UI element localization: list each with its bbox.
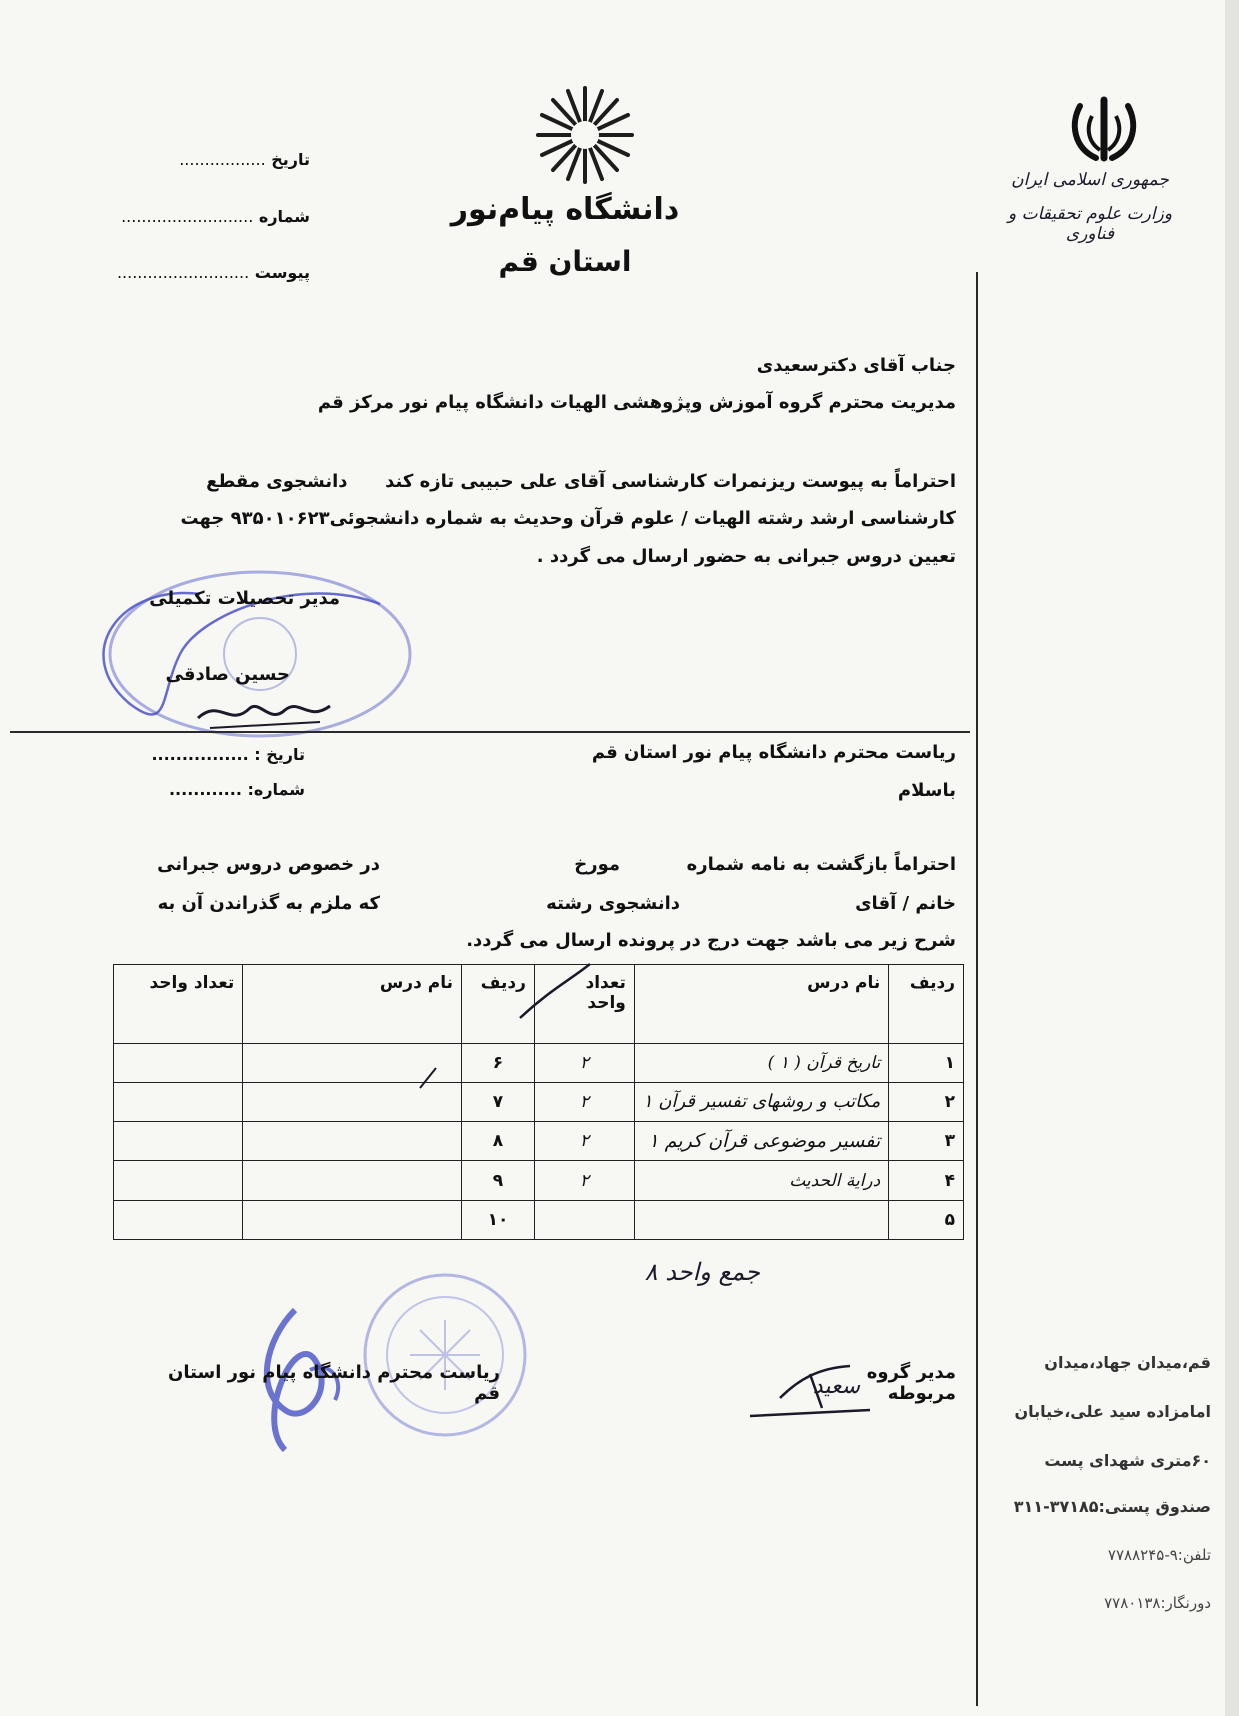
reply-number-field — [130, 780, 305, 799]
total-units-note: جمع واحد ۸ — [644, 1258, 760, 1286]
letter-body-line1: احتراماً به پیوست ریزنمرات کارشناسی آقای علی حبیبی تازه کند دانشجوی مقطع — [206, 471, 956, 492]
address-line2: امامزاده سید علی،خیابان — [1014, 1402, 1211, 1421]
reply-addressee: ریاست محترم دانشگاه پیام نور استان قم — [591, 742, 956, 763]
reply-number-dots: ............ — [168, 780, 242, 799]
reply-line2-b: دانشجوی رشته — [546, 893, 680, 914]
row-index: ۴ — [889, 1161, 964, 1200]
course-units-2 — [114, 1122, 243, 1161]
postal-box: صندوق پستی:۳۷۱۸۵-۳۱۱ — [1013, 1497, 1211, 1516]
row-index: ۵ — [889, 1200, 964, 1239]
col-header-course-name: نام درس — [634, 965, 888, 1044]
reply-date-label: تاریخ : — [254, 745, 305, 764]
group-head-signature: سعید — [812, 1374, 860, 1399]
row-index-2: ۶ — [461, 1043, 534, 1082]
signer-name: حسین صادقی — [165, 664, 290, 685]
province-name: استان قم — [498, 245, 632, 278]
col-header-row-index-2: ردیف — [461, 965, 534, 1044]
course-units-2 — [114, 1043, 243, 1082]
section-separator — [10, 731, 970, 733]
course-units: ۲ — [534, 1043, 634, 1082]
course-name: مکاتب و روشهای تفسیر قرآن ۱ — [634, 1082, 888, 1121]
course-name-2 — [243, 1161, 462, 1200]
attachment-label: پیوست — [254, 263, 310, 282]
handwritten-strokes — [400, 960, 600, 1100]
table-row — [114, 1200, 964, 1239]
signature-icon — [190, 688, 340, 736]
row-index-2: ۱۰ — [461, 1200, 534, 1239]
reply-line2-a: خانم / آقای — [855, 893, 956, 914]
reply-line2-c: که ملزم به گذراندن آن به — [157, 893, 380, 914]
row-index-2: ۹ — [461, 1161, 534, 1200]
addressee: جناب آقای دکترسعیدی — [756, 355, 956, 376]
table-row — [114, 1122, 964, 1161]
reply-date-dots: ................ — [151, 745, 249, 764]
number-field — [60, 207, 310, 226]
date-dots: ................. — [179, 150, 266, 169]
row-index-2: ۷ — [461, 1082, 534, 1121]
course-name — [634, 1200, 888, 1239]
signer-title: مدیر تحصیلات تکمیلی — [149, 588, 340, 609]
phone-number: تلفن:۹-۷۷۸۸۲۴۵ — [1107, 1546, 1211, 1564]
addressee-title: مدیریت محترم گروه آموزش وپژوهشی الهیات دانشگاه پیام نور مرکز قم — [317, 392, 956, 413]
course-name: درایة الحدیث — [634, 1161, 888, 1200]
row-index: ۲ — [889, 1082, 964, 1121]
course-name-2 — [243, 1200, 462, 1239]
date-field — [60, 150, 310, 169]
col-header-units: تعداد واحد — [534, 965, 634, 1044]
fax-number: دورنگار:۷۷۸۰۱۳۸ — [1104, 1594, 1211, 1612]
emblem-ministry: وزارت علوم تحقیقات و فناوری — [1007, 204, 1173, 244]
reply-line1-b: مورخ — [574, 854, 620, 875]
university-logo-icon — [530, 80, 640, 190]
course-units-2 — [114, 1082, 243, 1121]
letter-body-line2: کارشناسی ارشد رشته الهیات / علوم قرآن وحدیث به شماره دانشجوئی۹۳۵۰۱۰۶۲۳ جهت — [180, 508, 956, 529]
reply-line3: شرح زیر می باشد جهت درج در پرونده ارسال می گردد. — [466, 930, 956, 951]
attachment-field — [60, 263, 310, 282]
table-row — [114, 1161, 964, 1200]
col-header-units-2: تعداد واحد — [114, 965, 243, 1044]
reply-date-field — [130, 745, 305, 764]
course-units — [534, 1200, 634, 1239]
reply-line1-a: احتراماً بازگشت به نامه شماره — [686, 854, 956, 875]
iran-emblem-icon — [1066, 92, 1142, 168]
right-margin-line — [976, 272, 978, 1706]
row-index: ۳ — [889, 1122, 964, 1161]
row-index-2: ۸ — [461, 1122, 534, 1161]
emblem-country: جمهوری اسلامی ایران — [1011, 170, 1169, 190]
course-units: ۲ — [534, 1161, 634, 1200]
group-head-signature-icon — [710, 1358, 880, 1428]
course-units: ۲ — [534, 1122, 634, 1161]
course-name: تاریخ قرآن ( ۱ ) — [634, 1043, 888, 1082]
number-dots: .......................... — [121, 207, 254, 226]
course-units-2 — [114, 1200, 243, 1239]
letter-body-line3: تعیین دروس جبرانی به حضور ارسال می گردد . — [536, 546, 956, 567]
president-addressee: ریاست محترم دانشگاه پیام نور استان قم — [168, 1362, 500, 1404]
col-header-row-index: ردیف — [889, 965, 964, 1044]
date-label: تاریخ — [271, 150, 310, 169]
course-name-2 — [243, 1122, 462, 1161]
university-name: دانشگاه پیام‌نور — [450, 192, 680, 227]
course-units-2 — [114, 1161, 243, 1200]
col-header-course-name-2: نام درس — [243, 965, 462, 1044]
address-line1: قم،میدان جهاد،میدان — [1044, 1353, 1211, 1372]
reply-number-label: شماره: — [247, 780, 305, 799]
address-line3: ۶۰متری شهدای پست — [1044, 1451, 1211, 1470]
group-head-title: مدیر گروه مربوطه — [866, 1362, 956, 1404]
course-name: تفسیر موضوعی قرآن کریم ۱ — [634, 1122, 888, 1161]
attachment-dots: .......................... — [116, 263, 250, 282]
number-label: شماره — [258, 207, 310, 226]
course-units: ۲ — [534, 1082, 634, 1121]
reply-line1-c: در خصوص دروس جبرانی — [157, 854, 380, 875]
row-index: ۱ — [889, 1043, 964, 1082]
reply-greeting: باسلام — [897, 780, 956, 801]
